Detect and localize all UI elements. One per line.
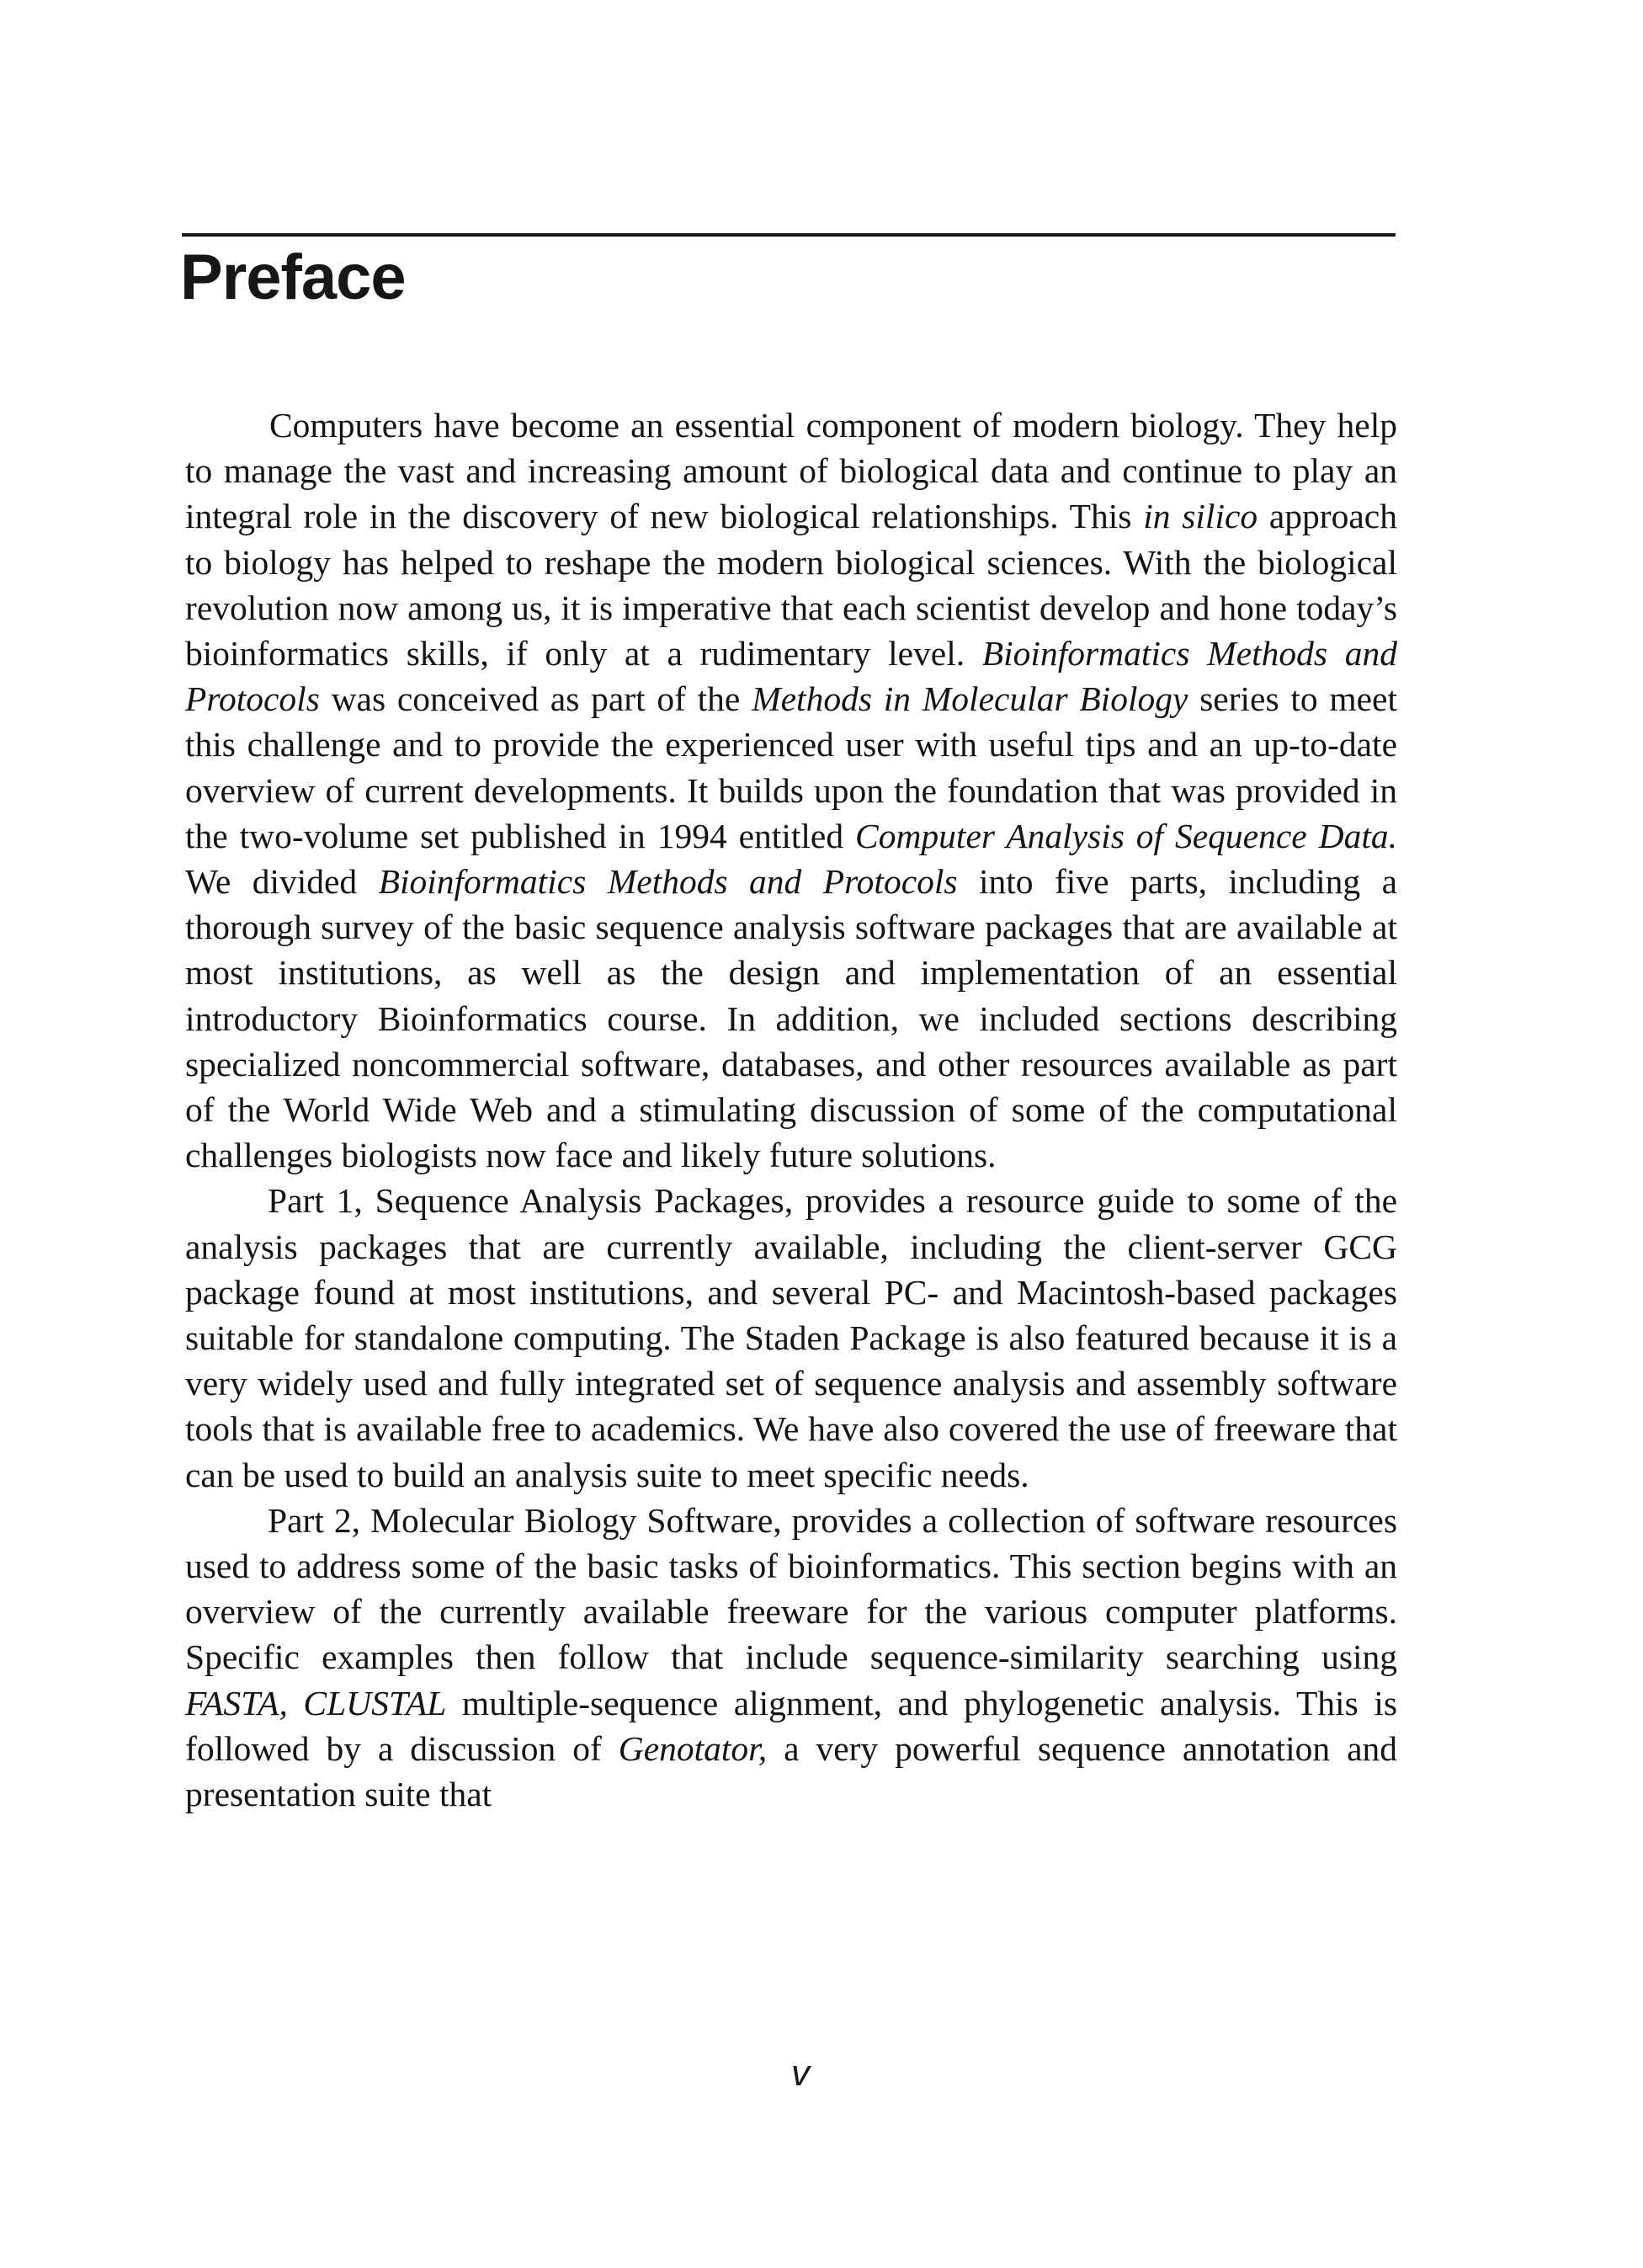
paragraph [185, 402, 1397, 1178]
italic-text: Genotator, [618, 1728, 768, 1768]
italic-text: FASTA, CLUSTAL [185, 1683, 447, 1722]
text-run: approach to biology has helped to reshape the modern biological sciences. With the biological revolution now among us, it is imperative that each scientist develop and hone today’s bioinformatics skills, if only at a rudimentary level. [185, 497, 1397, 673]
paragraph [185, 1498, 1397, 1817]
text-run: a very powerful sequence annotation and presentation suite that [185, 1728, 1397, 1814]
preface-body [185, 402, 1397, 1817]
text-run: Part 2, Molecular Biology Software, provides a collection of software resources used to address some of the basic tasks of bioinformatics. This section begins with an overview of the currently available freeware for the various computer platforms. Specific examples then follow that include sequence-similarity searching using [185, 1500, 1397, 1677]
text-run: We divided [185, 862, 379, 902]
italic-text: Computer Analysis of Sequence Data. [855, 816, 1397, 855]
text-run: Computers have become an essential component of modern biology. They help to manage the vast and increasing amount of biological data and continue to play an integral role in the discovery of new biological relationships. This [185, 406, 1397, 536]
italic-text: in silico [1143, 497, 1258, 536]
text-run: series to meet this challenge and to provide the experienced user with useful tips and an up-to-date overview of current developments. It builds upon the foundation that was provided in the two-volume set published in 1994 entitled [185, 679, 1398, 855]
text-run: Part 1, Sequence Analysis Packages, provides a resource guide to some of the analysis packages that are currently available, including the client-server GCG package found at most institutions, and several PC- and Macintosh-based packages suitable for standalone computing. The Staden Package is also featured because it is a very widely used and fully integrated set of sequence analysis and assembly software tools that is available free to academics. We have also covered the use of freeware that can be used to build an analysis suite to meet specific needs. [185, 1181, 1397, 1494]
italic-text: Methods in Molecular Biology [752, 679, 1188, 719]
italic-text: Bioinformatics Methods and Protocols [185, 634, 1397, 719]
text-run: multiple-sequence alignment, and phylogenetic analysis. This is followed by a discussion of [185, 1683, 1397, 1768]
page-title: Preface [180, 242, 406, 313]
text-run: into five parts, including a thorough survey of the basic sequence analysis software packages that are available at most institutions, as well as the design and implementation of an essential introductory Bioinformatics course. In addition, we included sections describing specialized noncommercial software, databases, and other resources available as part of the World Wide Web and a stimulating discussion of some of the computational challenges biologists now face and likely future solutions. [185, 862, 1397, 1175]
page-number: v [791, 2052, 810, 2094]
text-run: was conceived as part of the [319, 679, 752, 719]
paragraph [185, 1178, 1397, 1497]
italic-text: Bioinformatics Methods and Protocols [378, 862, 958, 902]
